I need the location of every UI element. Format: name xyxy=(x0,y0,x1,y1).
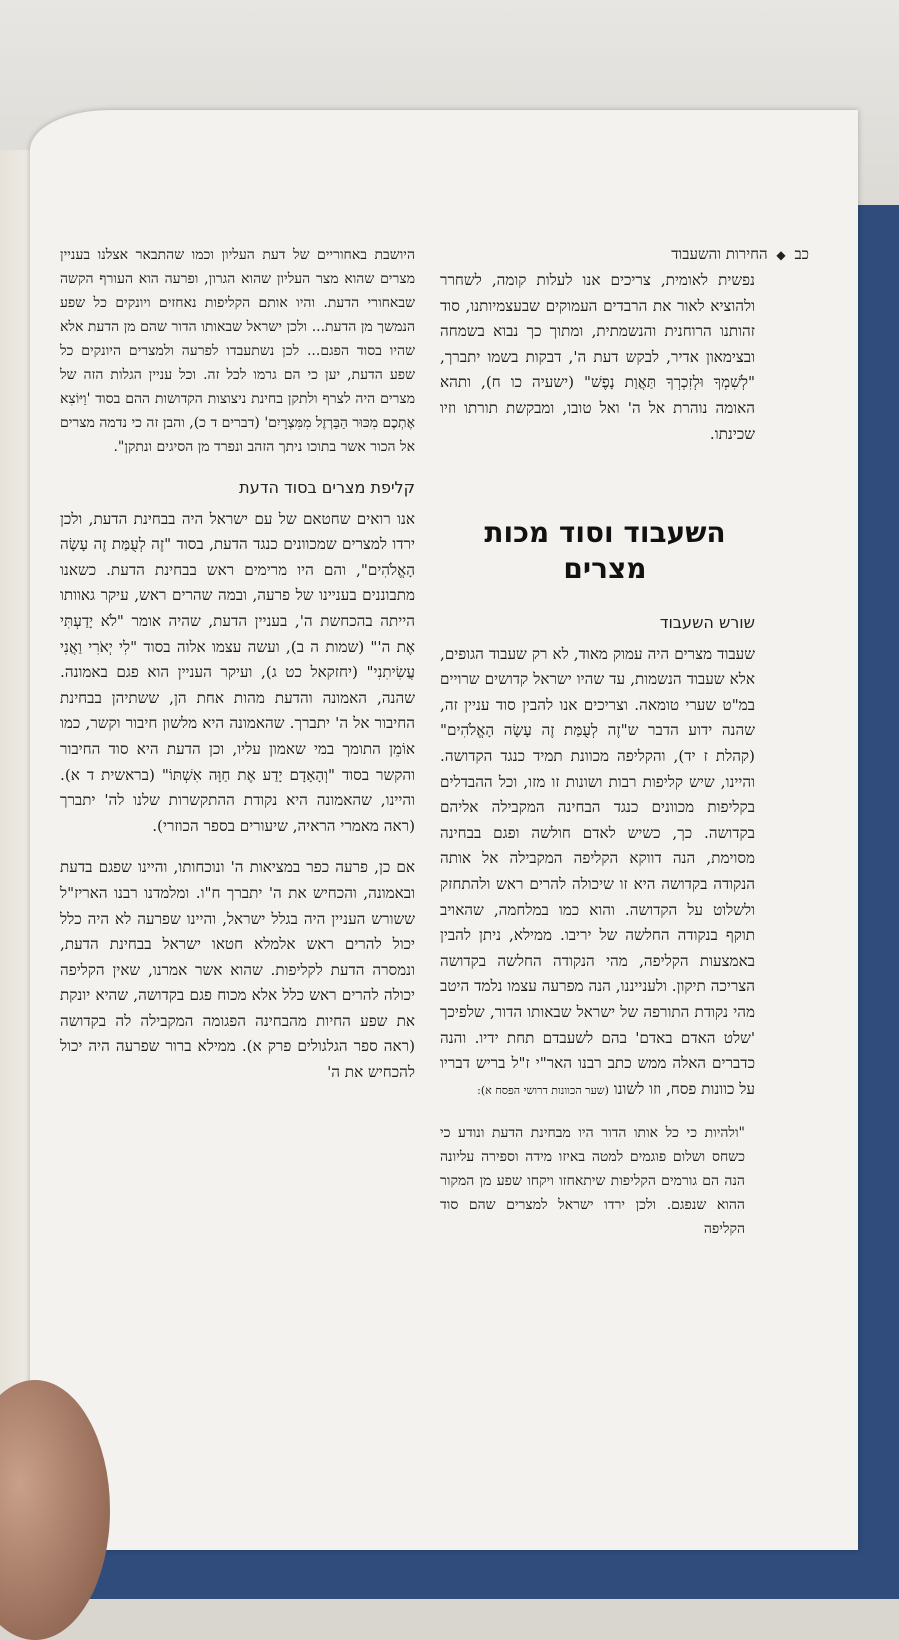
running-head xyxy=(671,245,809,264)
diamond-icon: ◆ xyxy=(776,248,786,262)
page-number: כב xyxy=(794,245,809,263)
section-subheading-2: קליפת מצרים בסוד הדעת xyxy=(239,478,415,497)
section-subheading: שורש השעבוד xyxy=(659,613,755,632)
body-text: שעבוד מצרים היה עמוק מאוד, לא רק שעבוד הגופים, אלא שעבוד הנשמות, עד שהיו ישראל קדושים שרויים במ"ט שערי טומאה. וצריכים אנו להבין סוד עניין זה, שהנה ידוע הדבר ש"זֶה לְעֻמַּת זֶה עָשָׂה הָאֱלֹהִים" (קהלת ז יד), והקליפה מכוונת תמיד כנגד הקדושה. והיינו, שיש קליפות רבות ושונות זו מזו, וכל ההבדלים בקליפות מכוונים כנגד הבחינה המקבילה אליהם בקדושה. כך, כשיש לאדם חולשה ופגם בבחינה מסוימת, הנה דווקא הקליפה המקבילה אל אותה הנקודה בקדושה היא זו שיכולה להרים ראש ולהתחזק ולשלוט על הקדושה. והוא כמו במלחמה, שהאויב תוקף בנקודה החלשה של יריבו. ממילא, ניתן להבין באמצעות הקליפה, מהי הנקודה החלשה בקדושה הצריכה תיקון. ולענייננו, הנה מפרעה עצמו נלמד היטב מהי נקודת התורפה של ישראל שבאותו הדור, שלפיכך 'שלט האדם באדם' בהם לשעבדם תחת ידיו. והנה כדברים האלה ממש כתב רבנו האר"י ז"ל בריש דבריו על כוונות פסח, וזו לשונו xyxy=(440,644,755,1098)
quote-continued: היושבת באחוריים של דעת העליון וכמו שהתבאר אצלנו בעניין מצרים שהוא מצר העליון שהוא הגרון, ופרעה הוא העורף הקשה שבאחורי הדעת. והיו אותם הקליפות נאחזים ויונקים כל שפע הנמשך מן הדעת... ולכן ישראל שבאותו הדור שהם מן הדעת אלא שהיו בסוד הפגם... לכן נשתעבדו לפרעה ולמצרים היונקים כל שפע הדעת, יען כי הם גרמו לכל זה. וכל עניין הגלות הזה של מצרים היה לצרף ולתקן בחינת ניצוצות הקדושות ההם בסוד 'וַיּוֹצִא אֶתְכֶם מִכּוּר הַבַּרְזֶל מִמִּצְרָיִם' (דברים ד כ), והבן זה כי נדמה מצרים אל הכור אשר בתוכו ניתך הזהב ונפרד מן הסיגים ונתקן". xyxy=(60,247,415,455)
paragraph-2: אם כן, פרעה כפר במציאות ה' ונוכחותו, והיינו שפגם בדעת ובאמונה, והכחיש את ה' יתברך ח"ו. ומלמדנו רבנו האריז"ל ששורש העניין היה בגלל ישראל, והיינו שפרעה לא היה כלל יכול להרים ראש אלמלא חטאו ישראל בבחינת הדעת, ונמסרה הדעת לקליפות. שהוא אשר אמרנו, שאין הקליפה יכולה להרים ראש כלל אלא מכוח פגם בקדושה, שהיא יונקת את שפע החיות מהבחינה הפגומה המקבילה לה בקדושה (ראה ספר הגלגולים פרק א). ממילא ברור שפרעה היה יכול להכחיש את ה' xyxy=(60,858,415,1082)
body-paragraph xyxy=(440,642,755,1104)
intro-paragraph: נפשית לאומית, צריכים אנו לעלות קומה, לשחרר ולהוציא לאור את הרבדים העמוקים שבעצמיותנו, סוד זהותנו הרוחנית והנשמתית, ומתוך כך נבוא בשמחה ובצימאון אדיר, לבקש דעת ה', דבקות בשמו יתברך, "לְשִׁמְךָ וּלְזִכְרְךָ תַּאֲוַת נָפֶשׁ" (ישעיה כו ח), ותהא האומה נוהרת אל ה' ואל טובו, ומבקשת תורתו וזיו שכינתו. xyxy=(440,271,755,443)
running-head-title: החירות והשעבוד xyxy=(671,245,768,263)
chapter-title: השעבוד וסוד מכות מצרים xyxy=(484,516,726,585)
right-column xyxy=(440,268,755,447)
source-note: (שער הכוונות דרושי הפסח א): xyxy=(477,1083,609,1097)
quote-block: "ולהיות כי כל אותו הדור היו מבחינת הדעת ונודע כי כשחס ושלום פוגמים למטה באיזו מידה וספירה עליונה הנה הם גורמים הקליפות שיתאחזו ויקחו שפע מן המקור ההוא שנפגם. ולכן ירדו ישראל למצרים שהם סוד הקליפה xyxy=(440,1125,745,1238)
paragraph-1: אנו רואים שחטאם של עם ישראל היה בבחינת הדעת, ולכן ירדו למצרים שמכוונים כנגד הדעת, בסוד "זֶה לְעֻמַּת זֶה עָשָׂה הָאֱלֹהִים", והם היו מרימים ראש בבחינת הדעת. כשאנו מתבוננים בעניינו של פרעה, ובמה שהרים ראש, עיקר גאוותו הייתה בהכחשת ה', בעניין הדעת, שהיה אומר "לֹא יָדַעְתִּי אֶת ה'" (שמות ה ב), ועשה עצמו אלוה בסוד "לִי יְאֹרִי וַאֲנִי עֲשִׂיתִנִי" (יחזקאל כט ג), ועיקר העניין הוא פגם באמונה. שהנה, האמונה והדעת מהות אחת הן, ששתיהן בבחינת החיבור אל ה' יתברך. שהאמונה היא מלשון חיבור וקשר, כמו אוֹמֵן התומך במי שאמון עליו, וכן הדעת היא סוד החיבור והקשר בסוד "וְהָאָדָם יָדַע אֶת חַוָּה אִשְׁתּוֹ" (בראשית ד א). והיינו, שהאמונה היא נקודת ההתקשרות שלנו לה' יתברך (ראה מאמרי הראיה, שיעורים בספר הכוזרי). xyxy=(60,509,415,835)
left-column xyxy=(60,243,415,1086)
right-column-body xyxy=(440,610,755,1241)
